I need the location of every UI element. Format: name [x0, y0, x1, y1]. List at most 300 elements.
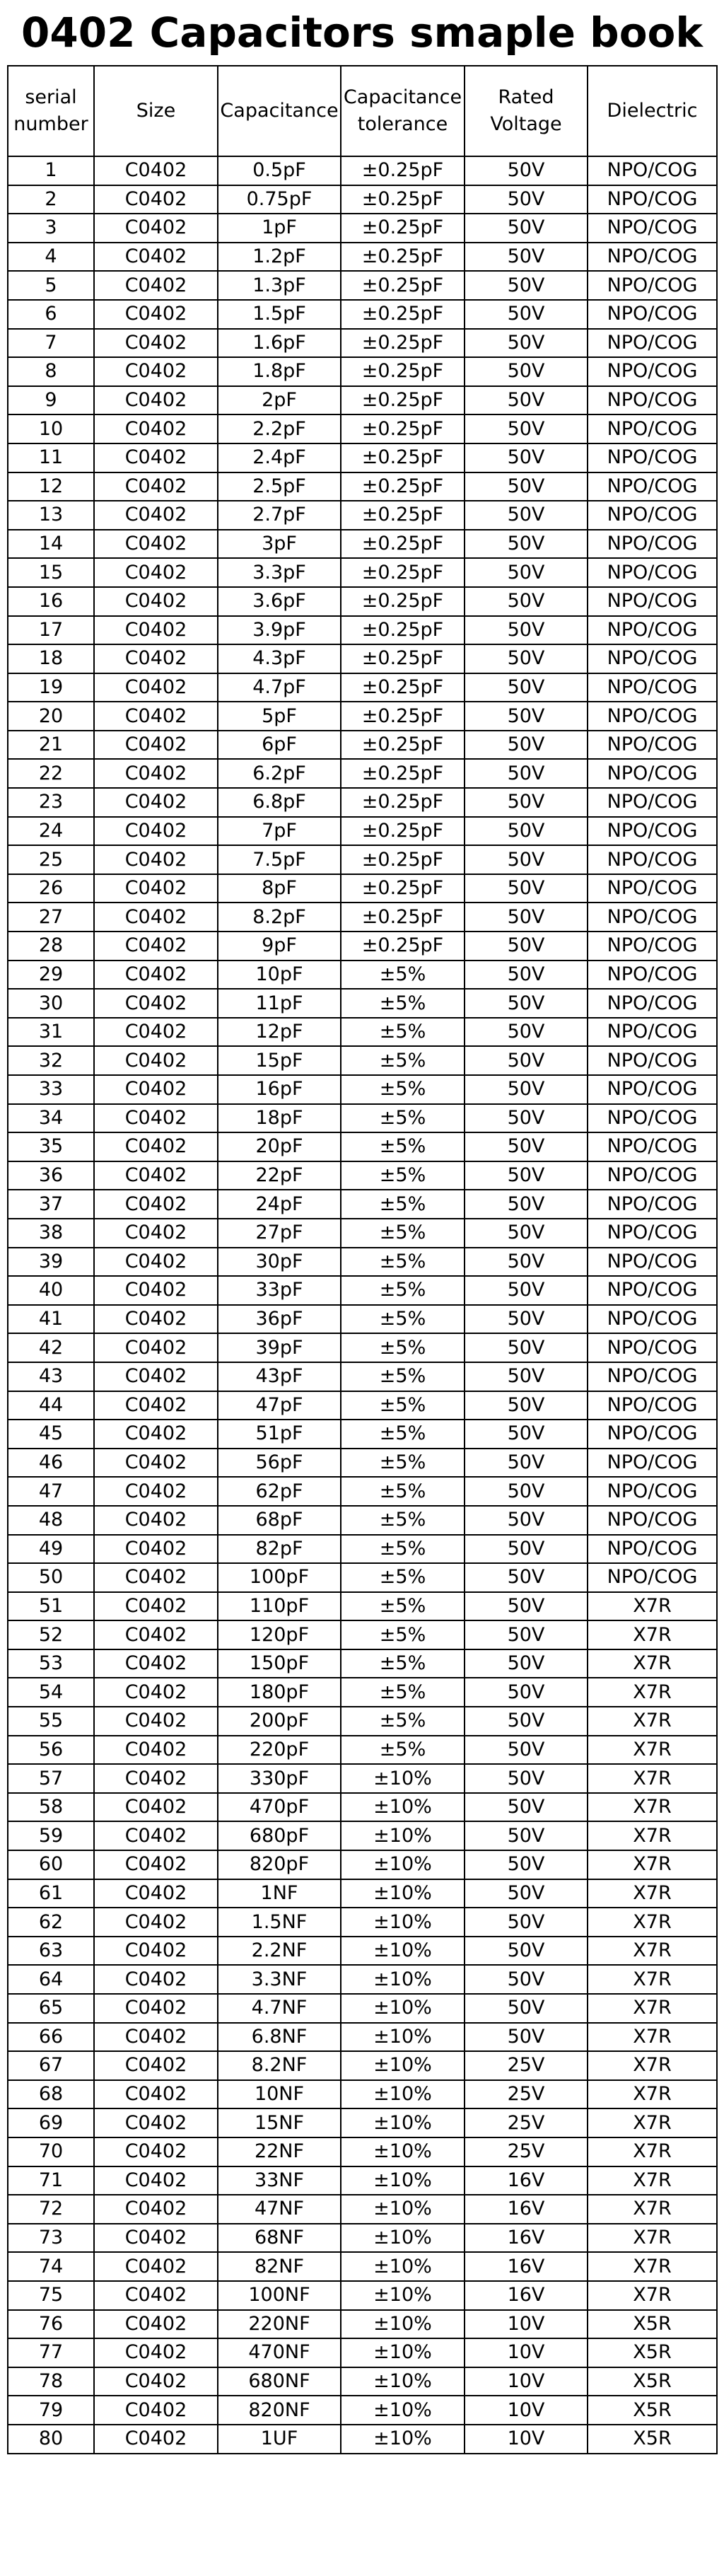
cell-capacitance: 33pF: [218, 1276, 341, 1305]
cell-tolerance: ±0.25pF: [341, 414, 465, 443]
cell-serial-number: 9: [8, 386, 94, 415]
cell-dielectric: X7R: [588, 1908, 717, 1937]
cell-size: C0402: [94, 2023, 218, 2052]
cell-dielectric: NPO/COG: [588, 587, 717, 616]
cell-tolerance: ±5%: [341, 1649, 465, 1678]
cell-capacitance: 39pF: [218, 1333, 341, 1362]
table-row: [8, 214, 717, 243]
table-row: [8, 2080, 717, 2109]
cell-size: C0402: [94, 874, 218, 903]
cell-tolerance: ±5%: [341, 1104, 465, 1133]
cell-serial-number: 33: [8, 1075, 94, 1104]
cell-capacitance: 68pF: [218, 1506, 341, 1535]
table-row: [8, 357, 717, 386]
cell-dielectric: X7R: [588, 2108, 717, 2137]
cell-serial-number: 66: [8, 2023, 94, 2052]
cell-tolerance: ±10%: [341, 1821, 465, 1850]
cell-rated-voltage: 16V: [465, 2224, 588, 2253]
table-row: [8, 2396, 717, 2425]
cell-size: C0402: [94, 156, 218, 185]
cell-capacitance: 6.2pF: [218, 759, 341, 788]
cell-serial-number: 52: [8, 1620, 94, 1649]
cell-capacitance: 2pF: [218, 386, 341, 415]
cell-capacitance: 3.3pF: [218, 558, 341, 587]
cell-size: C0402: [94, 1362, 218, 1391]
cell-capacitance: 11pF: [218, 989, 341, 1018]
cell-tolerance: ±0.25pF: [341, 243, 465, 272]
cell-capacitance: 62pF: [218, 1477, 341, 1506]
cell-rated-voltage: 16V: [465, 2195, 588, 2224]
table-row: [8, 1649, 717, 1678]
cell-size: C0402: [94, 300, 218, 329]
cell-size: C0402: [94, 1994, 218, 2023]
cell-size: C0402: [94, 472, 218, 501]
cell-capacitance: 18pF: [218, 1104, 341, 1133]
cell-serial-number: 30: [8, 989, 94, 1018]
cell-capacitance: 110pF: [218, 1592, 341, 1621]
cell-dielectric: NPO/COG: [588, 932, 717, 961]
cell-size: C0402: [94, 1305, 218, 1334]
cell-size: C0402: [94, 2224, 218, 2253]
cell-capacitance: 7.5pF: [218, 845, 341, 874]
cell-size: C0402: [94, 1075, 218, 1104]
cell-size: C0402: [94, 2166, 218, 2195]
table-row: [8, 1219, 717, 1248]
cell-rated-voltage: 50V: [465, 1391, 588, 1420]
cell-rated-voltage: 10V: [465, 2338, 588, 2367]
cell-serial-number: 70: [8, 2137, 94, 2166]
cell-size: C0402: [94, 1248, 218, 1277]
cell-dielectric: NPO/COG: [588, 874, 717, 903]
cell-dielectric: NPO/COG: [588, 185, 717, 214]
cell-size: C0402: [94, 2080, 218, 2109]
header-capacitance: Capacitance: [218, 66, 341, 156]
cell-size: C0402: [94, 2310, 218, 2339]
cell-tolerance: ±0.25pF: [341, 731, 465, 760]
cell-size: C0402: [94, 214, 218, 243]
table-row: [8, 1305, 717, 1334]
cell-tolerance: ±5%: [341, 989, 465, 1018]
cell-tolerance: ±5%: [341, 1449, 465, 1478]
cell-capacitance: 7pF: [218, 817, 341, 846]
cell-dielectric: NPO/COG: [588, 673, 717, 702]
cell-dielectric: NPO/COG: [588, 989, 717, 1018]
cell-rated-voltage: 50V: [465, 989, 588, 1018]
cell-serial-number: 23: [8, 788, 94, 817]
cell-size: C0402: [94, 1132, 218, 1161]
cell-serial-number: 72: [8, 2195, 94, 2224]
cell-dielectric: NPO/COG: [588, 271, 717, 300]
cell-tolerance: ±10%: [341, 2023, 465, 2052]
table-row: [8, 731, 717, 760]
table-row: [8, 989, 717, 1018]
table-row: [8, 2281, 717, 2310]
cell-dielectric: NPO/COG: [588, 1535, 717, 1564]
cell-tolerance: ±5%: [341, 1276, 465, 1305]
cell-serial-number: 41: [8, 1305, 94, 1334]
cell-serial-number: 56: [8, 1736, 94, 1765]
cell-size: C0402: [94, 1879, 218, 1908]
table-row: [8, 1018, 717, 1047]
cell-capacitance: 1.3pF: [218, 271, 341, 300]
cell-dielectric: NPO/COG: [588, 1248, 717, 1277]
cell-rated-voltage: 50V: [465, 616, 588, 645]
cell-serial-number: 62: [8, 1908, 94, 1937]
cell-dielectric: NPO/COG: [588, 1161, 717, 1190]
cell-capacitance: 20pF: [218, 1132, 341, 1161]
cell-dielectric: NPO/COG: [588, 644, 717, 673]
table-row: [8, 1449, 717, 1478]
cell-capacitance: 6.8pF: [218, 788, 341, 817]
cell-size: C0402: [94, 1850, 218, 1879]
cell-serial-number: 8: [8, 357, 94, 386]
cell-dielectric: X7R: [588, 1764, 717, 1793]
cell-rated-voltage: 50V: [465, 1333, 588, 1362]
cell-capacitance: 4.7pF: [218, 673, 341, 702]
cell-rated-voltage: 16V: [465, 2252, 588, 2281]
cell-dielectric: X7R: [588, 2195, 717, 2224]
cell-capacitance: 2.2NF: [218, 1937, 341, 1966]
cell-serial-number: 29: [8, 961, 94, 990]
cell-dielectric: X5R: [588, 2425, 717, 2454]
header-serial-number: serial number: [8, 66, 94, 156]
cell-dielectric: NPO/COG: [588, 300, 717, 329]
cell-capacitance: 8.2NF: [218, 2051, 341, 2080]
cell-dielectric: X5R: [588, 2310, 717, 2339]
cell-size: C0402: [94, 932, 218, 961]
cell-rated-voltage: 50V: [465, 1219, 588, 1248]
table-row: [8, 1506, 717, 1535]
cell-capacitance: 8.2pF: [218, 903, 341, 932]
cell-dielectric: NPO/COG: [588, 731, 717, 760]
cell-serial-number: 46: [8, 1449, 94, 1478]
cell-size: C0402: [94, 558, 218, 587]
cell-tolerance: ±5%: [341, 1018, 465, 1047]
header-row: [8, 66, 717, 156]
cell-serial-number: 55: [8, 1707, 94, 1736]
cell-tolerance: ±0.25pF: [341, 616, 465, 645]
cell-serial-number: 32: [8, 1046, 94, 1075]
cell-tolerance: ±10%: [341, 1937, 465, 1966]
cell-serial-number: 49: [8, 1535, 94, 1564]
cell-size: C0402: [94, 2425, 218, 2454]
cell-serial-number: 7: [8, 329, 94, 358]
cell-size: C0402: [94, 1391, 218, 1420]
cell-capacitance: 200pF: [218, 1707, 341, 1736]
cell-capacitance: 47NF: [218, 2195, 341, 2224]
cell-serial-number: 74: [8, 2252, 94, 2281]
cell-serial-number: 34: [8, 1104, 94, 1133]
cell-capacitance: 3.9pF: [218, 616, 341, 645]
cell-capacitance: 10NF: [218, 2080, 341, 2109]
cell-rated-voltage: 50V: [465, 185, 588, 214]
cell-serial-number: 77: [8, 2338, 94, 2367]
table-row: [8, 1046, 717, 1075]
cell-dielectric: NPO/COG: [588, 961, 717, 990]
table-row: [8, 1908, 717, 1937]
cell-capacitance: 1NF: [218, 1879, 341, 1908]
cell-size: C0402: [94, 1592, 218, 1621]
cell-rated-voltage: 50V: [465, 243, 588, 272]
cell-serial-number: 76: [8, 2310, 94, 2339]
cell-dielectric: NPO/COG: [588, 1276, 717, 1305]
cell-dielectric: NPO/COG: [588, 1075, 717, 1104]
cell-serial-number: 54: [8, 1678, 94, 1707]
table-row: [8, 2425, 717, 2454]
table-row: [8, 2224, 717, 2253]
cell-rated-voltage: 50V: [465, 1821, 588, 1850]
table-row: [8, 673, 717, 702]
cell-serial-number: 31: [8, 1018, 94, 1047]
cell-tolerance: ±10%: [341, 1994, 465, 2023]
table-row: [8, 2195, 717, 2224]
cell-capacitance: 1pF: [218, 214, 341, 243]
cell-rated-voltage: 50V: [465, 1994, 588, 2023]
cell-tolerance: ±5%: [341, 1075, 465, 1104]
cell-size: C0402: [94, 530, 218, 559]
cell-rated-voltage: 50V: [465, 932, 588, 961]
cell-tolerance: ±0.25pF: [341, 702, 465, 731]
cell-serial-number: 2: [8, 185, 94, 214]
cell-rated-voltage: 50V: [465, 1506, 588, 1535]
cell-dielectric: NPO/COG: [588, 156, 717, 185]
cell-serial-number: 21: [8, 731, 94, 760]
cell-serial-number: 79: [8, 2396, 94, 2425]
cell-serial-number: 38: [8, 1219, 94, 1248]
cell-rated-voltage: 50V: [465, 731, 588, 760]
cell-rated-voltage: 50V: [465, 530, 588, 559]
cell-tolerance: ±10%: [341, 1879, 465, 1908]
table-row: [8, 472, 717, 501]
cell-capacitance: 330pF: [218, 1764, 341, 1793]
cell-rated-voltage: 50V: [465, 1420, 588, 1449]
table-row: [8, 443, 717, 472]
cell-rated-voltage: 50V: [465, 1161, 588, 1190]
table-row: [8, 1161, 717, 1190]
cell-rated-voltage: 50V: [465, 271, 588, 300]
cell-rated-voltage: 50V: [465, 2023, 588, 2052]
cell-serial-number: 4: [8, 243, 94, 272]
cell-rated-voltage: 50V: [465, 357, 588, 386]
cell-tolerance: ±0.25pF: [341, 357, 465, 386]
table-row: [8, 587, 717, 616]
cell-rated-voltage: 50V: [465, 1190, 588, 1219]
cell-capacitance: 220NF: [218, 2310, 341, 2339]
cell-rated-voltage: 50V: [465, 1620, 588, 1649]
cell-tolerance: ±0.25pF: [341, 587, 465, 616]
cell-rated-voltage: 25V: [465, 2108, 588, 2137]
cell-dielectric: NPO/COG: [588, 1420, 717, 1449]
cell-serial-number: 57: [8, 1764, 94, 1793]
cell-tolerance: ±5%: [341, 1333, 465, 1362]
cell-dielectric: NPO/COG: [588, 414, 717, 443]
table-row: [8, 501, 717, 530]
cell-size: C0402: [94, 1937, 218, 1966]
table-row: [8, 271, 717, 300]
cell-size: C0402: [94, 1477, 218, 1506]
cell-rated-voltage: 50V: [465, 1736, 588, 1765]
cell-capacitance: 180pF: [218, 1678, 341, 1707]
cell-tolerance: ±5%: [341, 961, 465, 990]
table-row: [8, 1592, 717, 1621]
table-body: [8, 156, 717, 2454]
table-row: [8, 1477, 717, 1506]
cell-rated-voltage: 50V: [465, 1046, 588, 1075]
cell-dielectric: NPO/COG: [588, 1046, 717, 1075]
cell-rated-voltage: 16V: [465, 2166, 588, 2195]
cell-dielectric: X7R: [588, 1736, 717, 1765]
cell-size: C0402: [94, 501, 218, 530]
header-size: Size: [94, 66, 218, 156]
cell-rated-voltage: 50V: [465, 156, 588, 185]
cell-capacitance: 4.3pF: [218, 644, 341, 673]
cell-rated-voltage: 50V: [465, 501, 588, 530]
cell-dielectric: NPO/COG: [588, 443, 717, 472]
cell-dielectric: NPO/COG: [588, 1563, 717, 1592]
cell-capacitance: 0.75pF: [218, 185, 341, 214]
table-row: [8, 1248, 717, 1277]
cell-rated-voltage: 50V: [465, 1563, 588, 1592]
cell-size: C0402: [94, 673, 218, 702]
cell-rated-voltage: 50V: [465, 1678, 588, 1707]
cell-dielectric: X7R: [588, 2281, 717, 2310]
cell-size: C0402: [94, 1161, 218, 1190]
cell-tolerance: ±0.25pF: [341, 386, 465, 415]
cell-size: C0402: [94, 1104, 218, 1133]
table-row: [8, 1707, 717, 1736]
cell-dielectric: X7R: [588, 1707, 717, 1736]
cell-serial-number: 22: [8, 759, 94, 788]
cell-rated-voltage: 10V: [465, 2367, 588, 2396]
table-row: [8, 243, 717, 272]
cell-dielectric: NPO/COG: [588, 1219, 717, 1248]
cell-serial-number: 11: [8, 443, 94, 472]
cell-tolerance: ±10%: [341, 2281, 465, 2310]
cell-size: C0402: [94, 989, 218, 1018]
cell-serial-number: 37: [8, 1190, 94, 1219]
cell-size: C0402: [94, 185, 218, 214]
cell-serial-number: 6: [8, 300, 94, 329]
cell-tolerance: ±0.25pF: [341, 817, 465, 846]
table-row: [8, 2108, 717, 2137]
table-row: [8, 2051, 717, 2080]
cell-size: C0402: [94, 845, 218, 874]
cell-size: C0402: [94, 1018, 218, 1047]
cell-serial-number: 26: [8, 874, 94, 903]
cell-size: C0402: [94, 1707, 218, 1736]
cell-capacitance: 2.2pF: [218, 414, 341, 443]
cell-tolerance: ±10%: [341, 1908, 465, 1937]
table-row: [8, 1276, 717, 1305]
cell-rated-voltage: 50V: [465, 1707, 588, 1736]
cell-size: C0402: [94, 414, 218, 443]
cell-rated-voltage: 50V: [465, 386, 588, 415]
cell-size: C0402: [94, 329, 218, 358]
cell-tolerance: ±0.25pF: [341, 501, 465, 530]
cell-serial-number: 13: [8, 501, 94, 530]
table-row: [8, 1391, 717, 1420]
cell-rated-voltage: 50V: [465, 788, 588, 817]
cell-tolerance: ±0.25pF: [341, 472, 465, 501]
cell-size: C0402: [94, 1821, 218, 1850]
cell-tolerance: ±5%: [341, 1620, 465, 1649]
cell-serial-number: 68: [8, 2080, 94, 2109]
cell-capacitance: 68NF: [218, 2224, 341, 2253]
cell-capacitance: 22pF: [218, 1161, 341, 1190]
cell-serial-number: 43: [8, 1362, 94, 1391]
cell-rated-voltage: 50V: [465, 329, 588, 358]
cell-capacitance: 1.5pF: [218, 300, 341, 329]
table-row: [8, 1535, 717, 1564]
cell-capacitance: 120pF: [218, 1620, 341, 1649]
cell-capacitance: 51pF: [218, 1420, 341, 1449]
table-row: [8, 2166, 717, 2195]
cell-rated-voltage: 25V: [465, 2080, 588, 2109]
cell-size: C0402: [94, 616, 218, 645]
cell-dielectric: X7R: [588, 1821, 717, 1850]
cell-capacitance: 0.5pF: [218, 156, 341, 185]
cell-size: C0402: [94, 1535, 218, 1564]
cell-rated-voltage: 50V: [465, 1362, 588, 1391]
cell-capacitance: 24pF: [218, 1190, 341, 1219]
cell-rated-voltage: 50V: [465, 1132, 588, 1161]
cell-tolerance: ±0.25pF: [341, 845, 465, 874]
table-row: [8, 1678, 717, 1707]
cell-capacitance: 820pF: [218, 1850, 341, 1879]
table-row: [8, 1850, 717, 1879]
cell-serial-number: 73: [8, 2224, 94, 2253]
cell-tolerance: ±10%: [341, 2338, 465, 2367]
cell-tolerance: ±10%: [341, 2137, 465, 2166]
cell-tolerance: ±0.25pF: [341, 530, 465, 559]
cell-serial-number: 64: [8, 1965, 94, 1994]
cell-tolerance: ±0.25pF: [341, 156, 465, 185]
cell-tolerance: ±0.25pF: [341, 644, 465, 673]
cell-size: C0402: [94, 1449, 218, 1478]
cell-serial-number: 63: [8, 1937, 94, 1966]
cell-rated-voltage: 25V: [465, 2137, 588, 2166]
cell-rated-voltage: 50V: [465, 961, 588, 990]
cell-dielectric: NPO/COG: [588, 1305, 717, 1334]
cell-tolerance: ±5%: [341, 1248, 465, 1277]
cell-size: C0402: [94, 1764, 218, 1793]
cell-rated-voltage: 50V: [465, 1649, 588, 1678]
cell-dielectric: NPO/COG: [588, 386, 717, 415]
cell-rated-voltage: 50V: [465, 644, 588, 673]
cell-dielectric: X7R: [588, 2252, 717, 2281]
cell-serial-number: 67: [8, 2051, 94, 2080]
cell-capacitance: 15pF: [218, 1046, 341, 1075]
cell-tolerance: ±0.25pF: [341, 788, 465, 817]
cell-tolerance: ±10%: [341, 2108, 465, 2137]
cell-serial-number: 14: [8, 530, 94, 559]
cell-tolerance: ±5%: [341, 1132, 465, 1161]
cell-rated-voltage: 50V: [465, 1449, 588, 1478]
table-row: [8, 2310, 717, 2339]
cell-capacitance: 680NF: [218, 2367, 341, 2396]
cell-dielectric: NPO/COG: [588, 1104, 717, 1133]
cell-tolerance: ±10%: [341, 2425, 465, 2454]
cell-size: C0402: [94, 644, 218, 673]
cell-dielectric: NPO/COG: [588, 329, 717, 358]
cell-rated-voltage: 50V: [465, 1305, 588, 1334]
cell-size: C0402: [94, 2281, 218, 2310]
cell-size: C0402: [94, 961, 218, 990]
cell-size: C0402: [94, 587, 218, 616]
table-row: [8, 185, 717, 214]
cell-rated-voltage: 50V: [465, 1075, 588, 1104]
cell-dielectric: NPO/COG: [588, 1132, 717, 1161]
